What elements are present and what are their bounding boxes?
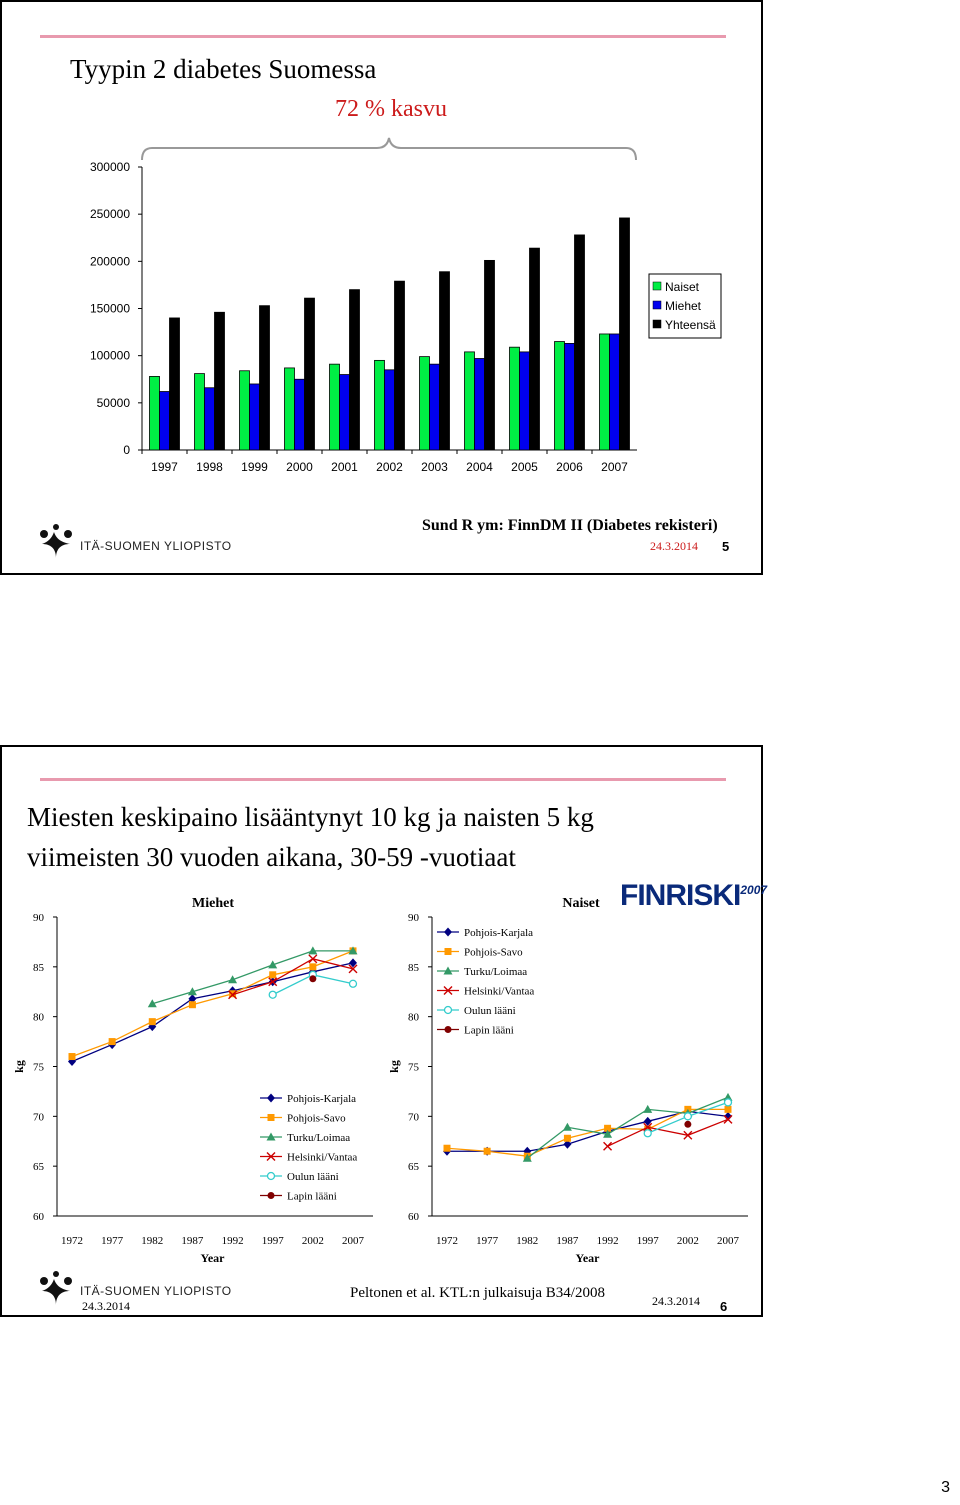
marker-square bbox=[69, 1053, 76, 1060]
y-tick-label: 70 bbox=[33, 1111, 44, 1124]
x-tick-label: 2003 bbox=[421, 460, 448, 474]
bar-yhteensä bbox=[170, 318, 180, 450]
bar-naiset bbox=[195, 374, 205, 450]
y-tick-label: 85 bbox=[408, 961, 419, 974]
x-tick-label: 2005 bbox=[511, 460, 538, 474]
y-tick-label: 100000 bbox=[89, 348, 130, 363]
marker-dot bbox=[684, 1121, 691, 1128]
legend-label: Lapin lääni bbox=[287, 1190, 337, 1203]
x-tick-label: 1972 bbox=[61, 1235, 83, 1247]
marker-triangle bbox=[643, 1105, 652, 1113]
x-tick-label: 1987 bbox=[556, 1235, 579, 1247]
source-citation: Sund R ym: FinnDM II (Diabetes rekisteri) bbox=[422, 517, 718, 534]
marker-circle bbox=[268, 1173, 275, 1180]
legend-swatch bbox=[653, 320, 661, 328]
finriski-logo-year: 2007 bbox=[740, 883, 768, 897]
y-tick-label: 65 bbox=[408, 1161, 419, 1174]
x-tick-label: 1992 bbox=[596, 1235, 619, 1247]
bar-miehet bbox=[565, 343, 575, 450]
bar-yhteensä bbox=[575, 235, 585, 450]
legend-label: Naiset bbox=[665, 280, 700, 294]
y-tick-label: 250000 bbox=[89, 207, 130, 222]
y-tick-label: 70 bbox=[408, 1111, 419, 1124]
legend-label: Oulun lääni bbox=[287, 1171, 339, 1183]
marker-circle bbox=[350, 980, 357, 987]
legend-label: Helsinki/Vantaa bbox=[287, 1151, 358, 1164]
marker-circle bbox=[445, 1007, 452, 1014]
slide-weight bbox=[0, 745, 768, 1317]
chart-title: Miehet bbox=[192, 896, 234, 911]
marker-square bbox=[189, 1001, 196, 1008]
growth-brace bbox=[142, 138, 636, 160]
marker-circle bbox=[684, 1113, 691, 1120]
x-tick-label: 1982 bbox=[141, 1235, 164, 1247]
marker-square bbox=[445, 948, 452, 955]
university-logo-icon bbox=[36, 522, 76, 562]
y-tick-label: 0 bbox=[123, 443, 130, 457]
bar-miehet bbox=[295, 379, 305, 450]
y-tick-label: 80 bbox=[33, 1011, 44, 1024]
bar-naiset bbox=[150, 376, 160, 450]
y-axis-label: kg bbox=[12, 1060, 26, 1073]
bar-naiset bbox=[375, 360, 385, 450]
bar-yhteensä bbox=[395, 281, 405, 450]
bar-miehet bbox=[250, 384, 260, 450]
x-tick-label: 1987 bbox=[181, 1235, 204, 1247]
x-axis-label: Year bbox=[200, 1251, 225, 1265]
y-tick-label: 50000 bbox=[96, 395, 130, 410]
bar-naiset bbox=[600, 334, 610, 450]
chart-title: Naiset bbox=[562, 896, 600, 911]
marker-square bbox=[444, 1145, 451, 1152]
growth-annotation: 72 % kasvu bbox=[335, 96, 447, 122]
bar-naiset bbox=[420, 357, 430, 450]
marker-square bbox=[309, 963, 316, 970]
slide-title-line2: viimeisten 30 vuoden aikana, 30-59 -vuotiaat bbox=[27, 842, 516, 872]
bar-naiset bbox=[465, 352, 475, 450]
slide-title-line1: Miesten keskipaino lisääntynyt 10 kg ja naisten 5 kg bbox=[27, 802, 594, 832]
x-tick-label: 1997 bbox=[261, 1235, 284, 1247]
slide-title: Tyypin 2 diabetes Suomessa bbox=[70, 54, 377, 84]
university-logo-icon bbox=[36, 1269, 76, 1309]
legend-label: Turku/Loimaa bbox=[287, 1132, 351, 1144]
y-tick-label: 65 bbox=[33, 1161, 44, 1174]
x-tick-label: 1992 bbox=[221, 1235, 244, 1247]
slide-date-left: 24.3.2014 bbox=[82, 1299, 130, 1313]
slide-page-number: 5 bbox=[722, 539, 730, 554]
bar-yhteensä bbox=[305, 298, 315, 450]
marker-dot bbox=[445, 1026, 452, 1033]
legend-label: Yhteensä bbox=[665, 318, 716, 332]
slide-date: 24.3.2014 bbox=[650, 539, 698, 553]
y-tick-label: 90 bbox=[408, 912, 419, 924]
marker-square bbox=[268, 1114, 275, 1121]
university-name: ITÄ-SUOMEN YLIOPISTO bbox=[80, 1284, 232, 1298]
bar-miehet bbox=[205, 388, 215, 450]
y-tick-label: 200000 bbox=[89, 254, 130, 269]
source-citation: Peltonen et al. KTL:n julkaisuja B34/2008 bbox=[350, 1285, 605, 1301]
marker-circle bbox=[269, 991, 276, 998]
marker-dot bbox=[268, 1192, 275, 1199]
x-tick-label: 2007 bbox=[601, 460, 628, 474]
x-tick-label: 1972 bbox=[436, 1235, 458, 1247]
x-tick-label: 2004 bbox=[466, 460, 493, 474]
y-tick-label: 75 bbox=[33, 1061, 44, 1074]
bar-miehet bbox=[340, 375, 350, 450]
x-tick-label: 1998 bbox=[196, 460, 223, 474]
legend-label: Pohjois-Karjala bbox=[464, 927, 534, 939]
x-tick-label: 2007 bbox=[717, 1235, 739, 1247]
y-tick-label: 90 bbox=[33, 912, 44, 924]
bar-yhteensä bbox=[440, 272, 450, 450]
x-tick-label: 1997 bbox=[636, 1235, 659, 1247]
marker-circle bbox=[725, 1099, 732, 1106]
bar-naiset bbox=[555, 342, 565, 450]
legend-label: Pohjois-Savo bbox=[464, 946, 523, 959]
bar-miehet bbox=[160, 392, 170, 450]
marker-diamond bbox=[267, 1094, 275, 1103]
y-tick-label: 300000 bbox=[89, 160, 130, 174]
bar-naiset bbox=[330, 364, 340, 450]
x-tick-label: 1982 bbox=[516, 1235, 539, 1247]
marker-triangle bbox=[563, 1123, 572, 1131]
legend-label: Pohjois-Savo bbox=[287, 1112, 346, 1125]
marker-dot bbox=[309, 975, 316, 982]
bar-yhteensä bbox=[350, 290, 360, 450]
marker-square bbox=[564, 1135, 571, 1142]
bar-yhteensä bbox=[260, 306, 270, 450]
bar-miehet bbox=[475, 358, 485, 450]
x-axis-label: Year bbox=[575, 1251, 600, 1265]
x-tick-label: 1999 bbox=[241, 460, 268, 474]
x-tick-label: 2002 bbox=[676, 1235, 699, 1247]
legend-label: Oulun lääni bbox=[464, 1005, 516, 1017]
bar-miehet bbox=[520, 352, 530, 450]
diabetes-bar-chart bbox=[2, 2, 765, 577]
y-tick-label: 85 bbox=[33, 961, 44, 974]
marker-square bbox=[269, 971, 276, 978]
x-tick-label: 1997 bbox=[151, 460, 178, 474]
x-tick-label: 2001 bbox=[331, 460, 358, 474]
legend-label: Lapin lääni bbox=[464, 1024, 514, 1037]
bar-miehet bbox=[385, 370, 395, 450]
bar-yhteensä bbox=[215, 312, 225, 450]
marker-square bbox=[149, 1018, 156, 1025]
y-tick-label: 60 bbox=[33, 1211, 44, 1223]
slide-diabetes bbox=[0, 0, 763, 575]
legend-label: Helsinki/Vantaa bbox=[464, 985, 535, 998]
x-tick-label: 2000 bbox=[286, 460, 313, 474]
bar-yhteensä bbox=[620, 218, 630, 450]
bar-yhteensä bbox=[485, 260, 495, 450]
bar-miehet bbox=[430, 364, 440, 450]
weight-line-charts bbox=[2, 747, 768, 1319]
y-tick-label: 80 bbox=[408, 1011, 419, 1024]
bar-naiset bbox=[510, 347, 520, 450]
legend-label: Miehet bbox=[665, 299, 702, 313]
bar-naiset bbox=[240, 371, 250, 450]
x-tick-label: 1977 bbox=[101, 1235, 124, 1247]
x-tick-label: 1977 bbox=[476, 1235, 499, 1247]
bar-naiset bbox=[285, 368, 295, 450]
marker-circle bbox=[644, 1130, 651, 1137]
university-name: ITÄ-SUOMEN YLIOPISTO bbox=[80, 539, 232, 553]
slide-date-right: 24.3.2014 bbox=[652, 1294, 700, 1308]
x-tick-label: 2002 bbox=[301, 1235, 324, 1247]
legend-label: Turku/Loimaa bbox=[464, 966, 528, 978]
y-tick-label: 150000 bbox=[89, 301, 130, 316]
marker-square bbox=[725, 1106, 732, 1113]
marker-diamond bbox=[444, 928, 452, 937]
y-tick-label: 75 bbox=[408, 1061, 419, 1074]
document-page-number: 3 bbox=[941, 1479, 950, 1496]
x-tick-label: 2006 bbox=[556, 460, 583, 474]
marker-square bbox=[484, 1148, 491, 1155]
y-tick-label: 60 bbox=[408, 1211, 419, 1223]
series-line bbox=[527, 1097, 728, 1158]
legend-label: Pohjois-Karjala bbox=[287, 1093, 357, 1105]
y-axis-label: kg bbox=[387, 1060, 401, 1073]
slide-page-number: 6 bbox=[720, 1299, 728, 1314]
x-tick-label: 2002 bbox=[376, 460, 403, 474]
x-tick-label: 2007 bbox=[342, 1235, 364, 1247]
finriski-logo-text: FINRISKI bbox=[620, 879, 741, 912]
bar-miehet bbox=[610, 334, 620, 450]
legend-swatch bbox=[653, 282, 661, 290]
marker-square bbox=[109, 1038, 116, 1045]
legend-swatch bbox=[653, 301, 661, 309]
bar-yhteensä bbox=[530, 248, 540, 450]
